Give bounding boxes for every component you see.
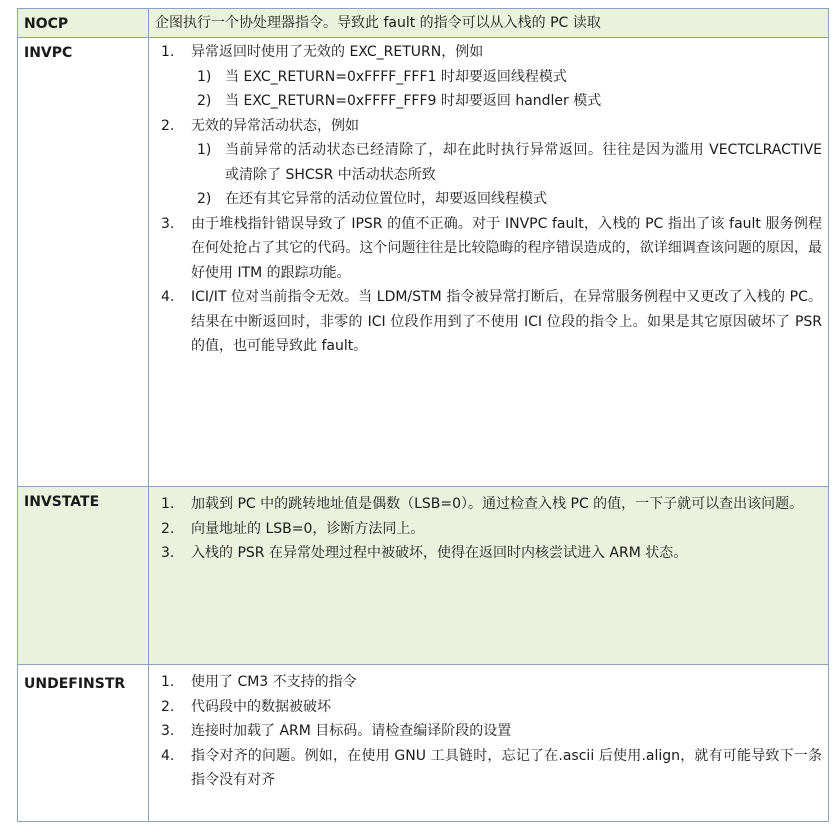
list-number: 2. [161, 520, 175, 537]
fault-description-cell [149, 38, 829, 487]
fault-name-cell: NOCP [18, 9, 149, 38]
sub-list-number: 1) [197, 142, 212, 158]
list-item [155, 719, 822, 744]
table-row-nocp [18, 9, 829, 38]
list-item [155, 517, 822, 542]
list-text: 入栈的 PSR 在异常处理过程中被破坏，使得在返回时内核尝试进入 ARM 状态。 [191, 545, 688, 561]
list-number: 3. [161, 545, 175, 561]
fault-description-cell [149, 665, 829, 822]
list-number: 1. [161, 44, 175, 60]
list-item [155, 492, 822, 517]
list-item [155, 744, 822, 793]
sub-list-text: 在还有其它异常的活动位置位时，却要返回线程模式 [225, 191, 547, 207]
table-row-undefinstr [18, 665, 829, 822]
sub-list-item [155, 187, 822, 212]
sub-list-item [155, 89, 822, 114]
list-item [155, 670, 822, 695]
fault-description-cell: 企图执行一个协处理器指令。导致此 fault 的指令可以从入栈的 PC 读取 [149, 9, 829, 38]
sub-list-number: 1) [197, 68, 212, 85]
list-text: 代码段中的数据被破坏 [191, 698, 331, 715]
list-number: 1. [161, 674, 175, 690]
table-row-invpc [18, 38, 829, 487]
list-number: 3. [161, 215, 175, 232]
list-item [155, 541, 822, 566]
sub-list-item [155, 138, 822, 187]
list-number: 2. [161, 117, 175, 134]
fault-name-cell: UNDEFINSTR [18, 665, 149, 822]
list-text: 向量地址的 LSB=0，诊断方法同上。 [191, 520, 425, 537]
table-row-invstate [18, 487, 829, 665]
fault-description-cell [149, 487, 829, 665]
list-number: 1. [161, 496, 175, 512]
fault-name-cell: INVSTATE [18, 487, 149, 665]
list-text: 加载到 PC 中的跳转地址值是偶数（LSB=0）。通过检查入栈 PC 的值，一下子就可以查出该问题。 [191, 496, 804, 512]
list-item [155, 695, 822, 720]
list-number: 3. [161, 723, 175, 739]
sub-list-text: 当 EXC_RETURN=0xFFFF_FFF1 时却要返回线程模式 [225, 68, 567, 85]
sub-list-text: 当 EXC_RETURN=0xFFFF_FFF9 时却要返回 handler 模式 [225, 93, 602, 109]
list-text: 使用了 CM3 不支持的指令 [191, 674, 357, 690]
sub-list-text: 当前异常的活动状态已经清除了，却在此时执行异常返回。往往是因为滥用 VECTCLRACTIVE 或清除了 SHCSR 中活动状态所致 [225, 142, 822, 183]
list-number: 2. [161, 698, 175, 715]
list-text: ICI/IT 位对当前指令无效。当 LDM/STM 指令被异常打断后，在异常服务例程中又更改了入栈的 PC。结果在中断返回时，非零的 ICI 位段作用到了不使用 ICI 位段的指令上。如果是其它原因破坏了 PSR 的值，也可能导致此 fault。 [191, 289, 822, 354]
sub-list-number: 2) [197, 93, 212, 109]
fault-table [17, 8, 829, 822]
list-text: 异常返回时使用了无效的 EXC_RETURN，例如 [191, 44, 484, 60]
list-item [155, 285, 822, 359]
list-item [155, 40, 822, 65]
list-text: 连接时加载了 ARM 目标码。请检查编译阶段的设置 [191, 723, 512, 739]
list-text: 无效的异常活动状态，例如 [191, 117, 359, 134]
fault-name-cell: INVPC [18, 38, 149, 487]
list-item [155, 114, 822, 139]
list-number: 4. [161, 289, 175, 305]
list-item [155, 212, 822, 286]
sub-list-number: 2) [197, 191, 212, 207]
list-text: 指令对齐的问题。例如，在使用 GNU 工具链时，忘记了在.ascii 后使用.align，就有可能导致下一条指令没有对齐 [191, 747, 822, 788]
sub-list-item [155, 65, 822, 90]
list-number: 4. [161, 747, 175, 764]
list-text: 由于堆栈指针错误导致了 IPSR 的值不正确。对于 INVPC fault，入栈的 PC 指出了该 fault 服务例程在何处抢占了其它的代码。这个问题往往是比较隐晦的程序错误造成的，欲详细调查该问题的原因，最好使用 ITM 的跟踪功能。 [191, 215, 822, 281]
